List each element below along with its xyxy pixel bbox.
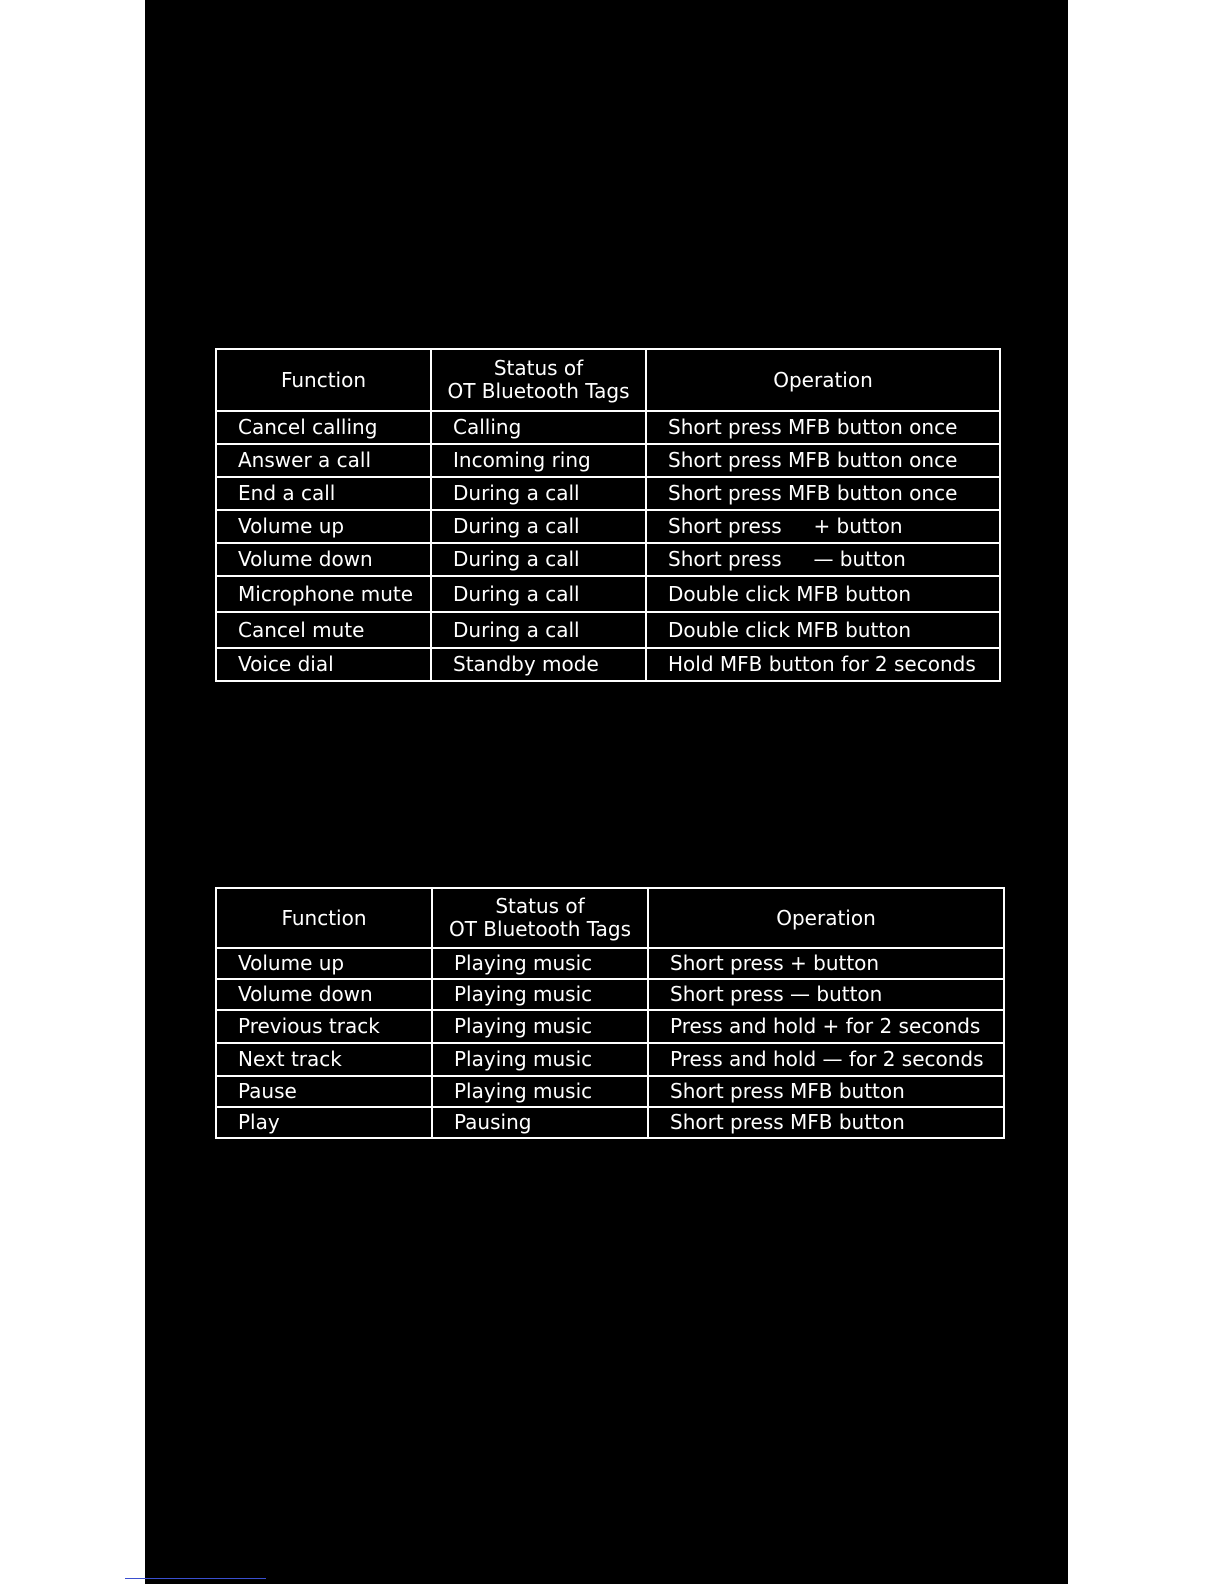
operation-cell: Short press MFB button xyxy=(648,1107,1004,1138)
status-cell: During a call xyxy=(431,612,646,648)
operation-cell: Double click MFB button xyxy=(646,576,1000,612)
header-operation: Operation xyxy=(648,888,1004,948)
table-row xyxy=(216,1076,1004,1107)
operation-cell: Short press MFB button xyxy=(648,1076,1004,1107)
status-cell: During a call xyxy=(431,510,646,543)
operation-cell: Short press + button xyxy=(646,510,1000,543)
status-cell: Incoming ring xyxy=(431,444,646,477)
function-cell: Previous track xyxy=(216,1010,432,1043)
operation-cell: Short press MFB button once xyxy=(646,477,1000,510)
status-cell: Playing music xyxy=(432,948,648,979)
operation-cell: Short press — button xyxy=(648,979,1004,1010)
table-row xyxy=(216,444,1000,477)
status-cell: Pausing xyxy=(432,1107,648,1138)
status-cell: Playing music xyxy=(432,1043,648,1076)
function-cell: Cancel mute xyxy=(216,612,431,648)
function-cell: Volume down xyxy=(216,543,431,576)
music-controls-table xyxy=(215,887,1005,1139)
operation-cell: Short press — button xyxy=(646,543,1000,576)
table-row xyxy=(216,543,1000,576)
function-cell: Next track xyxy=(216,1043,432,1076)
operation-cell: Press and hold — for 2 seconds xyxy=(648,1043,1004,1076)
table-row xyxy=(216,1043,1004,1076)
table-row xyxy=(216,1010,1004,1043)
table-row xyxy=(216,948,1004,979)
status-cell: During a call xyxy=(431,576,646,612)
operation-cell: Hold MFB button for 2 seconds xyxy=(646,648,1000,681)
function-cell: Play xyxy=(216,1107,432,1138)
header-status-line1: Status of xyxy=(493,356,584,380)
status-cell: Calling xyxy=(431,411,646,444)
header-status-line2: OT Bluetooth Tags xyxy=(448,917,632,941)
header-status xyxy=(432,888,648,948)
status-cell: Playing music xyxy=(432,979,648,1010)
header-status xyxy=(431,349,646,411)
table-row xyxy=(216,648,1000,681)
table-header-row xyxy=(216,349,1000,411)
table-row xyxy=(216,612,1000,648)
status-cell: Playing music xyxy=(432,1010,648,1043)
table-row xyxy=(216,979,1004,1010)
table-row xyxy=(216,1107,1004,1138)
operation-cell: Double click MFB button xyxy=(646,612,1000,648)
table-row xyxy=(216,477,1000,510)
call-controls-table xyxy=(215,348,1001,682)
header-status-line1: Status of xyxy=(495,894,585,918)
function-cell: Volume down xyxy=(216,979,432,1010)
header-function: Function xyxy=(216,888,432,948)
function-cell: Pause xyxy=(216,1076,432,1107)
status-cell: Standby mode xyxy=(431,648,646,681)
footer-divider xyxy=(125,1578,266,1579)
function-cell: Volume up xyxy=(216,948,432,979)
operation-cell: Short press MFB button once xyxy=(646,411,1000,444)
header-status-line2: OT Bluetooth Tags xyxy=(447,379,630,403)
table-row xyxy=(216,576,1000,612)
function-cell: Voice dial xyxy=(216,648,431,681)
function-cell: Volume up xyxy=(216,510,431,543)
status-cell: During a call xyxy=(431,543,646,576)
operation-cell: Short press MFB button once xyxy=(646,444,1000,477)
function-cell: Microphone mute xyxy=(216,576,431,612)
status-cell: During a call xyxy=(431,477,646,510)
function-cell: Cancel calling xyxy=(216,411,431,444)
table-header-row xyxy=(216,888,1004,948)
status-cell: Playing music xyxy=(432,1076,648,1107)
header-operation: Operation xyxy=(646,349,1000,411)
header-function: Function xyxy=(216,349,431,411)
table-row xyxy=(216,411,1000,444)
operation-cell: Short press + button xyxy=(648,948,1004,979)
table-row xyxy=(216,510,1000,543)
operation-cell: Press and hold + for 2 seconds xyxy=(648,1010,1004,1043)
function-cell: Answer a call xyxy=(216,444,431,477)
document-page xyxy=(145,0,1068,1584)
function-cell: End a call xyxy=(216,477,431,510)
